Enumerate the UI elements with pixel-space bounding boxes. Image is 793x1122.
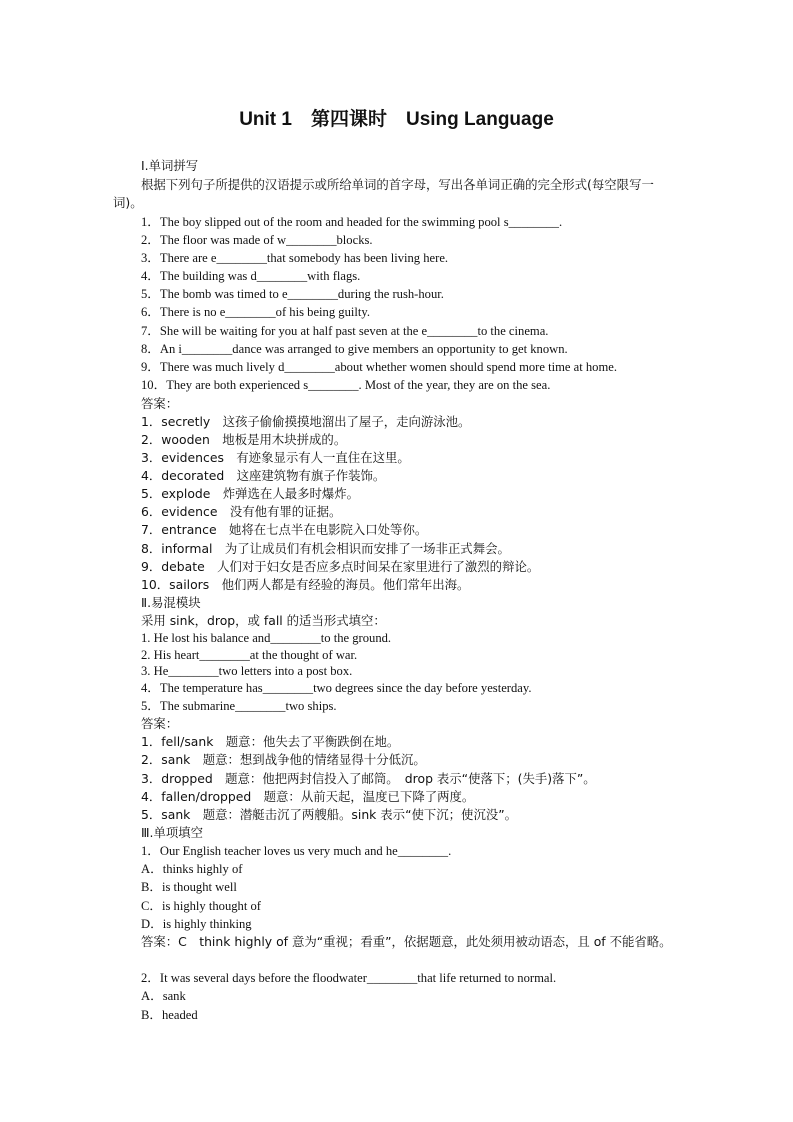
s1-question-2: 2．The floor was made of w________blocks.	[141, 233, 373, 247]
s2-question-5: 5．The submarine________two ships.	[141, 699, 337, 713]
s3-q1-option-d: D．is highly thinking	[141, 917, 252, 931]
s1-answer-9: 9．debate 人们对于妇女是否应多点时间呆在家里进行了激烈的辩论。	[141, 559, 540, 574]
s1-answer-5: 5．explode 炸弹选在人最多时爆炸。	[141, 486, 360, 501]
s3-q1-option-c: C．is highly thought of	[141, 899, 261, 913]
s1-answer-1: 1．secretly 这孩子偷偷摸摸地溜出了屋子，走向游泳池。	[141, 414, 471, 429]
s2-answer-3: 3．dropped 题意：他把两封信投入了邮筒。 drop 表示“使落下；(失手)落下”。	[141, 771, 596, 786]
s2-question-1: 1. He lost his balance and________to the ground.	[141, 631, 392, 645]
s1-answer-6: 6．evidence 没有他有罪的证据。	[141, 504, 342, 519]
s3-question-1: 1．Our English teacher loves us very much and he________.	[141, 844, 452, 858]
s1-answer-label: 答案：	[141, 396, 179, 411]
s3-q1-option-a: A．thinks highly of	[141, 862, 243, 876]
s1-answer-8: 8．informal 为了让成员们有机会相识而安排了一场非正式舞会。	[141, 541, 510, 556]
s3-q1-option-b: B．is thought well	[141, 880, 237, 894]
section3-heading: Ⅲ.单项填空	[141, 825, 204, 840]
s3-question-2: 2．It was several days before the floodwater________that life returned to normal.	[141, 971, 557, 985]
s2-question-3: 3. He________two letters into a post box.	[141, 664, 353, 678]
page-title: Unit 1 第四课时 Using Language	[239, 109, 554, 130]
s1-question-9: 9．There was much lively d________about whether women should spend more time at home.	[141, 360, 618, 374]
s2-question-2: 2. His heart________at the thought of war.	[141, 648, 358, 662]
s1-question-1: 1．The boy slipped out of the room and headed for the swimming pool s________.	[141, 215, 563, 229]
s1-answer-3: 3．evidences 有迹象显示有人一直住在这里。	[141, 450, 410, 465]
s1-answer-10: 10．sailors 他们两人都是有经验的海员。他们常年出海。	[141, 577, 470, 592]
s2-answer-label: 答案：	[141, 716, 179, 731]
s3-q2-option-a: A．sank	[141, 989, 186, 1003]
s3-q1-answer: 答案：C think highly of 意为“重视；看重”，依据题意，此处须用被动语态，且 of 不能省略。	[141, 934, 672, 949]
s1-question-7: 7．She will be waiting for you at half past seven at the e________to the cinema.	[141, 324, 549, 338]
s1-question-5: 5．The bomb was timed to e________during the rush-hour.	[141, 287, 444, 301]
s1-question-4: 4．The building was d________with flags.	[141, 269, 361, 283]
s3-q2-option-b: B．headed	[141, 1008, 198, 1022]
s2-answer-1: 1．fell/sank 题意：他失去了平衡跌倒在地。	[141, 734, 400, 749]
s2-answer-2: 2．sank 题意：想到战争他的情绪显得十分低沉。	[141, 752, 426, 767]
s2-answer-4: 4．fallen/dropped 题意：从前天起，温度已下降了两度。	[141, 789, 475, 804]
section1-heading: Ⅰ.单词拼写	[141, 158, 199, 173]
s2-question-4: 4．The temperature has________two degrees since the day before yesterday.	[141, 681, 532, 695]
s1-answer-4: 4．decorated 这座建筑物有旗子作装饰。	[141, 468, 386, 483]
s1-question-6: 6．There is no e________of his being guilty.	[141, 305, 370, 319]
section2-instruction: 采用 sink，drop，或 fall 的适当形式填空：	[141, 613, 386, 628]
section1-instruction: 根据下列句子所提供的汉语提示或所给单词的首字母，写出各单词正确的完全形式(每空限写一词)。	[113, 177, 654, 210]
s1-question-8: 8．An i________dance was arranged to give members an opportunity to get known.	[141, 342, 568, 356]
s1-answer-7: 7．entrance 她将在七点半在电影院入口处等你。	[141, 522, 428, 537]
section2-heading: Ⅱ.易混模块	[141, 595, 201, 610]
s1-answer-2: 2．wooden 地板是用木块拼成的。	[141, 432, 347, 447]
s2-answer-5: 5．sank 题意：潜艇击沉了两艘船。sink 表示“使下沉；使沉没”。	[141, 807, 518, 822]
s1-question-10: 10．They are both experienced s________. Most of the year, they are on the sea.	[141, 378, 551, 392]
s1-question-3: 3．There are e________that somebody has been living here.	[141, 251, 449, 265]
